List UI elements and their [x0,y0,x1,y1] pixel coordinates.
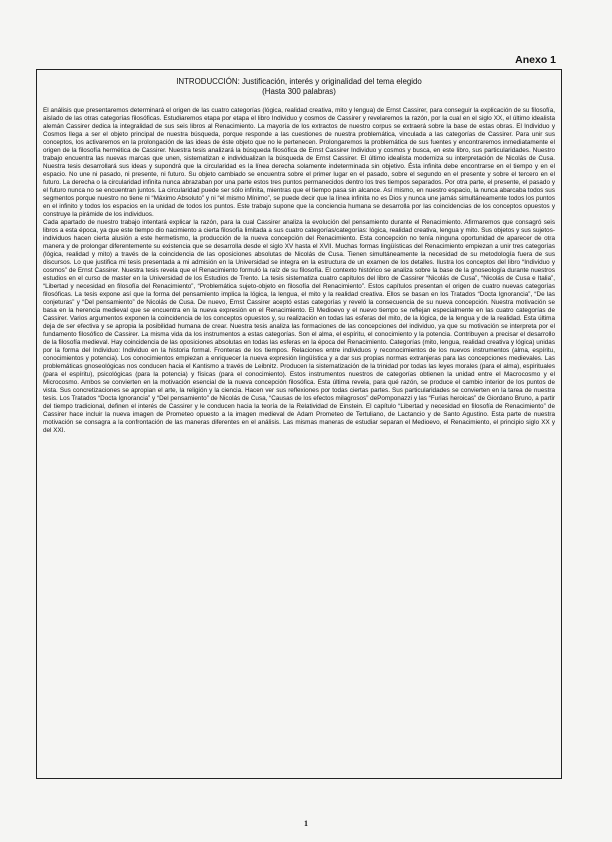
page-number: 1 [304,819,308,828]
introduction-box [36,69,562,779]
heading-word-limit: (Hasta 300 palabras) [262,86,336,96]
heading-title: INTRODUCCIÓN: Justificación, interés y originalidad del tema elegido [176,77,422,86]
introduction-body [43,107,555,435]
section-heading [43,77,555,96]
annex-label: Anexo 1 [515,54,556,66]
paragraph-2: Cada apartado de nuestro trabajo intentará explicar la razón, para la cual Cassirer analiza la evolución del pensamiento durante el Renacimiento. Afirmaremos que consagró seis libros a esta época, ya que este tiempo dio nacimiento a cierta filosofía limitada a sus cuatro categorías/categorías: lógica, realidad creativa, lengua y mito. Sus objetos y sus sujetos-individuos hacen cierta alusión a este hermetismo, la producción de la nueva concepción del Renacimiento. Esta concepción no tenía ninguna oportunidad de aparecer de otra manera y de prolongar diferentemente su existencia que se desarrolla desde el siglo XV hasta el XVII. Muchas formas lingüísticas del Renacimiento empiezan a unir tres categorías (lógica, realidad y mito) a través de la coincidencia de las oposiciones absolutas de Nicolás de Cusa. Tienen simultáneamente la necesidad de su metodología fuera de sus discursos. Lo que justifica mi tesis presentada a mi admisión en la Universidad se integra en la estructura de un examen de los detalles. Ilustra los conceptos del libro “Individuo y cosmos” de Ernst Cassirer. Nuestra tesis revela que el Renacimiento formuló la raíz de su filosofía. El contexto histórico se analiza sobre la base de la gnoseología durante nuestros estudios en el curso de master en la Universidad de los Estudios de Trento. La tesis sistematiza cuatro capítulos del libro de Cassirer “Nicolás de Cusa”, “Nicolás de Cusa e Italia”, “Libertad y necesidad en filosofía del Renacimiento”, “Problemática sujeto-objeto en filosofía del Renacimiento”. Estos capítulos presentan el origen de cuatro nuevas categorías filosóficas. La tesis expone así que la forma del pensamiento implica la lógica, la lengua, el mito y la realidad creativa. Ellos se basan en los Tratados “Docta Ignorancia”, “De las conjeturas” y “Del pensamiento” de Nicolás de Cusa. De nuevo, Ernst Cassirer aceptó estas categorías y reveló la consecuencia de su nueva concepción. Nuestra motivación se basa en la herencia medieval que se encuentra en la nueva expresión en el Renacimiento. El Medioevo y el nuevo tiempo se reflejan especialmente en las cuatro categorías de Cassirer. Varios argumentos exponen la coincidencia de los conceptos opuestos y, su realización en todas las esferas del mito, de la lógica, de la lengua y de la realidad. Esta última deja de ser efectiva y se apropia la posibilidad humana de crear. Nuestra tesis analiza las formaciones de las concepciones del individuo, ya que su motivación se interpreta por el fundamento filosófico de Cassirer. La misma vida da los instrumentos a estas categorías. Son el alma, el espíritu, el conocimiento y la potencia. Contribuyen a precisar el desarrollo de la filosofía medieval. Hay coincidencia de las oposiciones absolutas en todas las esferas en la época del Renacimiento. Categorías (mito, lengua, realidad creativa y lógica) unidas por la forma del Individuo: Individuo en la historia formal. Fronteras de los tiempos. Relaciones entre individuos y reconocimientos de los nuevos instrumentos (alma, espíritu, conocimientos y potencia). Los conocimientos empiezan a enriquecer la nueva expresión lingüística y a dar sus propias normas extranjeras para las concepciones medievales. Las problemáticas gnoseológicas nos conducen hacia el Kantismo a través de Leibnitz. Producen la sistematización de la trinidad por todas las leyes morales (para el alma), espirituales (para el espíritu), psicológicas (para la potencia) y físicas (para el conocimiento). Estos instrumentos nuestros de categorías obtienen la unidad entre el Macrocosmo y el Microcosmo. Ambos se convierten en la motivación esencial de la nueva concepción filosófica. Esta última revela, para qué razón, se produce el cambio interior de los puntos de vista. Sus concretizaciones se apropian el arte, la religión y la ciencia. Hacen ver sus reflexiones por todas ciertas partes. Sus particularidades se convierten en la tarea de nuestra tesis. Los Tratados “Docta Ignorancia” y “Del pensamiento” de Nicolás de Cusa, “Causas de los efectos milagrosos” dePomponazzi y las “Furias heroicas” de Giordano Bruno, a partir del tiempo tradicional, definen el interés de Cassirer y le conducen hacia la teoría de la Relatividad de Einstein. El capítulo “Libertad y necesidad en filosofía de Renacimiento” de Cassirer hace incluir la nueva imagen de Prometeo opuesto a la imagen medieval de Adam Prometeo de Tertuliano, de Lactancio y de Santo Agustino. Esta parte de nuestra motivación se consagra a la confrontación de las maneras diferentes en el análisis. Las mismas maneras de estudiar separan el Medioevo, el Renacimiento, el principio siglo XX y del XXI. [43,219,555,435]
paragraph-1: El análisis que presentaremos determinará el origen de las cuatro categorías (lógica, realidad creativa, mito y lengua) de Ernst Cassirer, para conseguir la explicación de su filosofía, aislado de las otras categorías filosóficas. Estudiaremos etapa por etapa el libro Individuo y cosmos de Cassirer y revelaremos la razón, por la cual en el siglo XX, el último idealista alemán Cassirer dedica la integralidad de sus seis libros al Renacimiento. La mayoría de los extractos de nuestro corpus se extraerá sobre la base de estas obras. El Individuo y Cosmos llega a ser el objeto principal de nuestra búsqueda, porque responde a las cuestiones de nuestra problemática, vinculada a las categorías de Cassirer. Para unir sus conceptos, los activaremos en la prolongación de las ideas de éste objeto que no le pertenecen. Prolongaremos la problemática de sus fuentes y encontraremos inmediatamente el origen de la filosofía hermética de Cassirer. Nuestra tesis analizará la búsqueda filosófica de Ernst Cassirer Individuo y cosmos y busca, en este libro, sus particularidades. Nuestro trabajo encuentra las nuevas marcas que unen, sistematizan e individualizan la búsqueda de Ernst Cassirer. El último idealista moderniza su interpretación de Nicolás de Cusa. Nuestra tesis desarrollará sus ideas y supondrá que la circularidad es la línea derecha solamente indeterminada sin objetivo. Ésta infinita debe encontrarse en el tiempo y en el espacio. No une ni pasado, ni presente, ni futuro. Su objeto cambiado se encuentra sobre el primer lugar en el pasado, sobre el segundo en el presente y sobre el tercero en el futuro. La derecha o la circularidad infinita nunca abrazaban por una parte estos tres puntos permanecidos dentro los tres tiempos separados. Por otra parte, el presente, el pasado y el futuro nunca no se encuentran juntos. La circularidad puede ser sólo infinita, mientras que el tiempo pasa sin alcance. Así mismo, en nuestro espacio, la nunca abarcaba todos sus segmentos porque nuestro no tiene ni “Máximo Absoluto” y ni “el mismo Mínimo”, se puede decir que la línea infinita no es Dios y nunca une jamás simultáneamente todos los puntos en el infinito y todos los espacios en la unidad de todos los puntos. Este trabajo supone que la conciencia humana se desarrolla por las coincidencias de los conceptos opuestos y construye la pirámide de los individuos. [43,107,555,219]
